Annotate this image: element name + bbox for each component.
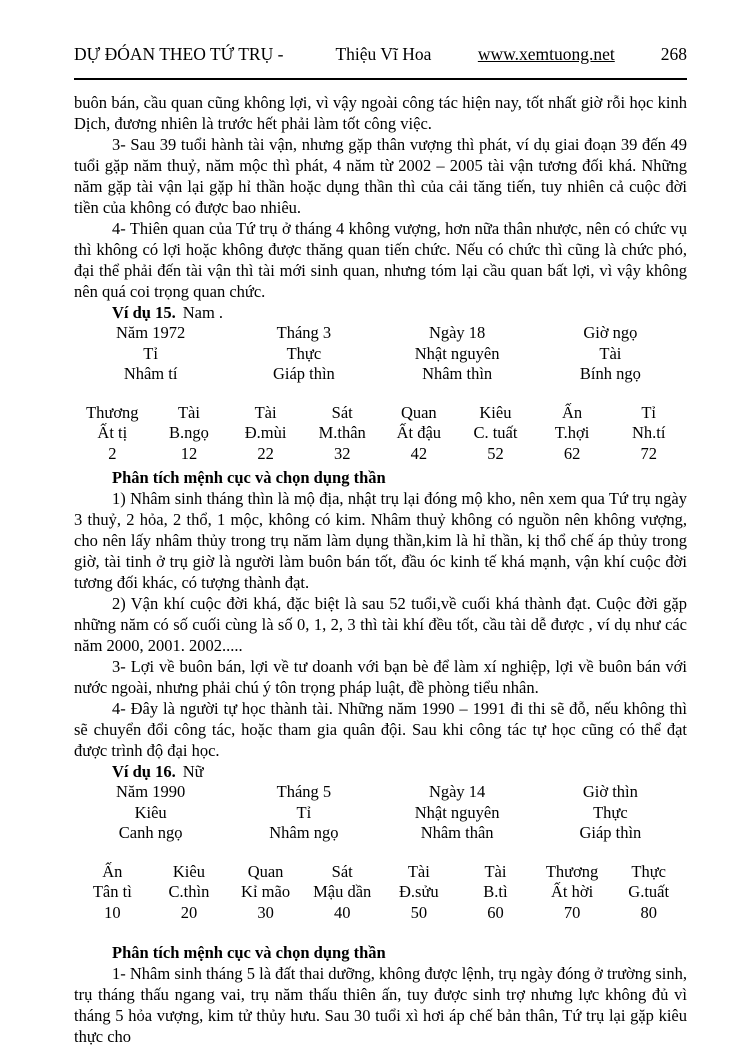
table-cell: Tân tì — [92, 882, 132, 901]
paragraph-4: 4- Thiên quan của Tứ trụ ở tháng 4 không vượng, hơn nữa thân nhược, nên có chức vụ thì không có lợi hoặc không được thăng quan tiến chức. Nếu có chức thì cũng là chức phó, đại thể phải đến tài vận thì tài mới sinh quan, nhưng tóm lại cầu quan bất lợi, vì vậy không nên quá coi trọng quan chức. — [74, 219, 687, 301]
table-cell: Giờ ngọ — [583, 323, 638, 342]
table-cell: 70 — [563, 902, 581, 922]
table-cell: Ấn — [561, 402, 583, 422]
table-cell: 12 — [180, 443, 198, 463]
example-16-analysis-heading: Phân tích mệnh cục và chọn dụng thần — [112, 943, 386, 962]
author-name: Thiệu Vĩ Hoa — [335, 44, 432, 64]
page-number: 268 — [660, 44, 687, 64]
table-cell: 80 — [640, 902, 657, 922]
example-15-analysis-4: 4- Đây là người tự học thành tài. Những năm 1990 – 1991 đi thi sẽ đỗ, nếu không thì sẽ chuyển đổi công tác, hoặc tham gia quân đội. Sau khi công tác tự học cũng có thể đạt được trình độ đại học. — [74, 699, 687, 760]
table-cell: 20 — [180, 902, 198, 922]
table-cell: Bính ngọ — [579, 364, 641, 383]
table-cell: Tháng 3 — [276, 323, 332, 342]
table-cell: Kiêu — [134, 802, 167, 822]
paragraph-continuation: buôn bán, cầu quan cũng không lợi, vì vậy ngoài công tác hiện nay, tốt nhất giờ rỗi học kinh Dịch, đương nhiên là trước hết phải làm tốt công việc. — [74, 93, 687, 133]
example-15-luck-table — [74, 403, 687, 465]
example-15-analysis-heading: Phân tích mệnh cục và chọn dụng thần — [112, 468, 386, 487]
website-link[interactable]: www.xemtuong.net — [477, 44, 615, 64]
table-cell: Nhâm thân — [420, 823, 494, 842]
table-cell: B.ngọ — [168, 423, 209, 442]
page-body — [74, 92, 687, 1047]
table-cell: Thương — [86, 402, 139, 422]
table-cell: 40 — [333, 902, 351, 922]
example-15-label-line — [74, 302, 687, 323]
example-16-gender: Nữ — [182, 762, 204, 781]
table-cell: Kiêu — [172, 861, 205, 881]
paragraph-3: 3- Sau 39 tuổi hành tài vận, nhưng gặp thân vượng thì phát, ví dụ giai đoạn 39 đến 49 tuổi gặp năm thuỷ, năm mộc thì phát, 4 năm từ 2002 – 2005 tài vận tương đối khá. Những năm gặp tài vận lại gặp hỉ thần hoặc dụng thần thì của cải tăng tiến, tuy nhiên cả cuộc đời tiền của không có được bao nhiêu. — [74, 135, 687, 217]
table-cell: Nhâm thìn — [422, 364, 493, 383]
table-cell: 60 — [487, 902, 504, 922]
table-cell: Quan — [400, 402, 437, 422]
table-cell: 32 — [333, 443, 351, 463]
table-cell: Ất hời — [550, 882, 594, 901]
table-cell: Đ.sửu — [398, 882, 439, 901]
table-cell: Giáp thìn — [579, 823, 642, 842]
table-cell: T.hợi — [554, 423, 590, 442]
table-cell: 2 — [108, 443, 117, 463]
table-cell: Ất đậu — [396, 423, 442, 442]
table-cell: C.thìn — [168, 882, 210, 901]
table-cell: Giờ thìn — [582, 782, 638, 801]
example-16-luck-table — [74, 862, 687, 924]
table-cell: 10 — [104, 902, 121, 922]
table-cell: Kỉ mão — [241, 882, 291, 901]
book-title: DỰ ĐÓAN THEO TỨ TRỤ - — [74, 44, 284, 64]
table-cell: Sát — [331, 861, 353, 881]
table-cell: M.thân — [318, 423, 366, 442]
table-cell: Nh.tí — [631, 423, 666, 442]
example-16-analysis-1: 1- Nhâm sinh tháng 5 là đất thai dưỡng, không được lệnh, trụ ngày đóng ở trường sinh, trụ tháng thấu ngang vai, trụ năm thấu thiên ấn, tuy được sinh trợ nhưng lực không đủ vì tháng 5 hỏa vượng, kim tử thủy hưu. Sau 30 tuổi xì hơi áp chế bản thân, Tứ trụ lại gặp kiêu thực cho — [74, 964, 687, 1046]
table-cell: Nhật nguyên — [414, 343, 500, 363]
table-cell: Tỉ — [641, 402, 657, 422]
table-cell: Canh ngọ — [118, 823, 183, 842]
table-cell: Ất tị — [97, 423, 128, 442]
table-cell: Thực — [593, 802, 628, 822]
table-cell: Kiêu — [479, 402, 512, 422]
example-15-label: Ví dụ 15. — [112, 303, 176, 322]
example-16-pillars-table — [74, 782, 687, 844]
table-cell: B.tì — [483, 882, 508, 901]
table-cell: Tài — [407, 861, 430, 881]
table-cell: Giáp thìn — [272, 364, 335, 383]
table-cell: 62 — [563, 443, 581, 463]
table-cell: 30 — [257, 902, 274, 922]
table-cell: Nhâm ngọ — [269, 823, 339, 842]
table-cell: 52 — [487, 443, 504, 463]
table-cell: Tài — [177, 402, 200, 422]
table-cell: Năm 1990 — [116, 782, 186, 801]
table-cell: Mậu dần — [313, 882, 372, 901]
table-cell: Sát — [331, 402, 353, 422]
table-cell: 42 — [410, 443, 428, 463]
table-cell: 22 — [257, 443, 274, 463]
table-cell: Quan — [247, 861, 284, 881]
example-16-label-line — [74, 761, 687, 782]
table-cell: Thực — [286, 343, 322, 363]
table-cell: Ấn — [102, 861, 123, 881]
example-15-pillars-table — [74, 323, 687, 385]
table-cell: G.tuất — [628, 882, 670, 901]
table-cell: Tháng 5 — [276, 782, 332, 801]
table-cell: Tỉ — [296, 802, 312, 822]
page-header — [74, 44, 687, 80]
example-15-gender: Nam . — [182, 303, 224, 322]
table-cell: Năm 1972 — [116, 323, 186, 342]
table-cell: Ngày 14 — [428, 782, 486, 801]
table-cell: Ngày 18 — [428, 323, 486, 342]
table-cell: Nhâm tí — [123, 364, 178, 383]
table-cell: Tài — [254, 402, 277, 422]
example-15-analysis-3: 3- Lợi về buôn bán, lợi về tư doanh với bạn bè để làm xí nghiệp, lợi về buôn bán với nước ngoài, nhưng phải chú ý tôn trọng pháp luật, đề phòng tiểu nhân. — [74, 657, 687, 697]
table-cell: Thương — [545, 861, 599, 881]
example-15-analysis-2: 2) Vận khí cuộc đời khá, đặc biệt là sau 52 tuổi,về cuối khá thành đạt. Cuộc đời gặp những năm có số cuối cùng là số 0, 1, 2, 3 thì tài khí đều tốt, cầu tài dễ được , ví dụ như các năm 2000, 2001. 2002..... — [74, 594, 687, 655]
table-cell: 72 — [640, 443, 657, 463]
table-cell: C. tuất — [473, 423, 518, 442]
table-cell: Tài — [599, 343, 622, 363]
table-cell: Tỉ — [143, 343, 158, 363]
table-cell: Đ.mùi — [244, 423, 287, 442]
table-cell: Thực — [631, 861, 666, 881]
example-15-analysis-1: 1) Nhâm sinh tháng thìn là mộ địa, nhật trụ lại đóng mộ kho, nên xem qua Tứ trụ ngày 3 thuỷ, 2 hỏa, 2 thổ, 1 mộc, không có kim. Nhâm thuỷ không có nguồn nên không vượng, cho nên lấy nhâm thủy trong trụ năm làm dụng thần,kim là hỉ thần, kị thổ chế áp thủy trong giờ, tài tinh ở trụ giờ là người làm buôn bán tốt, đầu óc kinh tế khá mạnh, vận khí cuộc đời tương đối khác, có tượng thành đạt. — [74, 489, 687, 592]
example-16-label: Ví dụ 16. — [112, 762, 176, 781]
table-cell: Nhật nguyên — [414, 802, 500, 822]
table-cell: Tài — [484, 861, 507, 881]
table-cell: 50 — [410, 902, 428, 922]
